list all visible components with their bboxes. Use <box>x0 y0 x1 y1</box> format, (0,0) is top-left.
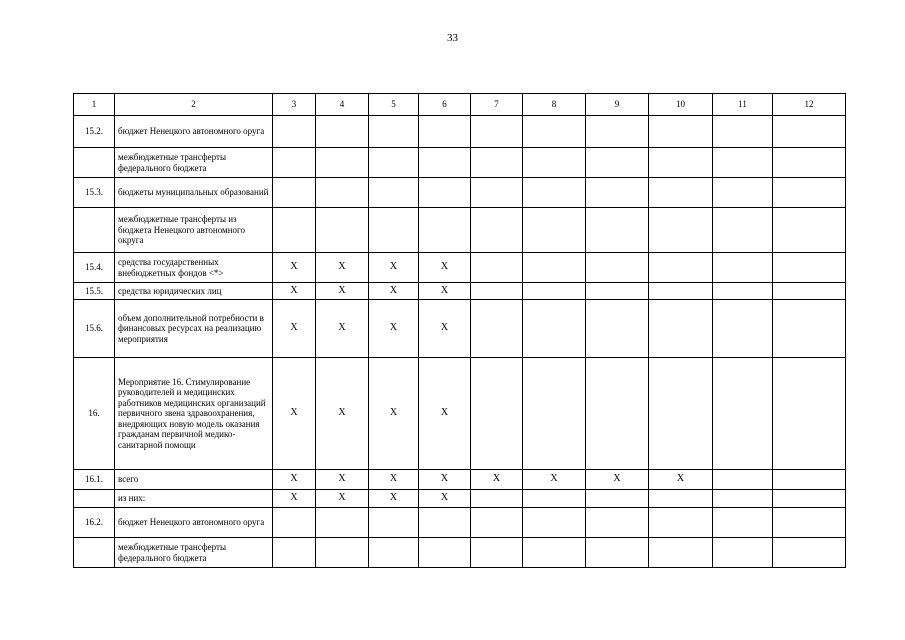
table-row <box>74 208 846 253</box>
table-row <box>74 358 846 470</box>
value-cell <box>713 538 773 568</box>
value-cell: X <box>316 470 369 490</box>
value-cell: X <box>419 300 471 358</box>
value-cell <box>773 178 846 208</box>
value-cell <box>419 178 471 208</box>
row-description: объем дополнительной потребности в финансовых ресурсах на реализацию мероприятия <box>115 300 273 358</box>
value-cell <box>713 178 773 208</box>
value-cell: X <box>273 253 316 283</box>
value-cell <box>773 508 846 538</box>
value-cell: X <box>273 490 316 508</box>
value-cell <box>471 208 523 253</box>
header-cell: 5 <box>369 94 419 116</box>
value-cell <box>273 148 316 178</box>
row-number: 15.4. <box>74 253 115 283</box>
value-cell <box>713 253 773 283</box>
value-cell <box>713 358 773 470</box>
value-cell: X <box>419 358 471 470</box>
value-cell <box>523 178 586 208</box>
value-cell <box>471 178 523 208</box>
value-cell: X <box>369 490 419 508</box>
value-cell: X <box>316 253 369 283</box>
value-cell <box>316 116 369 148</box>
value-cell <box>419 208 471 253</box>
value-cell <box>369 116 419 148</box>
value-cell <box>649 283 713 300</box>
value-cell <box>523 358 586 470</box>
value-cell <box>586 116 649 148</box>
value-cell: X <box>369 300 419 358</box>
value-cell <box>586 300 649 358</box>
row-number: 15.3. <box>74 178 115 208</box>
row-description: бюджеты муниципальных образований <box>115 178 273 208</box>
value-cell <box>523 253 586 283</box>
value-cell: X <box>369 358 419 470</box>
row-number: 16.2. <box>74 508 115 538</box>
value-cell: X <box>419 253 471 283</box>
value-cell <box>713 148 773 178</box>
value-cell <box>649 358 713 470</box>
value-cell <box>649 300 713 358</box>
value-cell <box>523 508 586 538</box>
row-description: из них: <box>115 490 273 508</box>
value-cell <box>523 538 586 568</box>
value-cell <box>419 538 471 568</box>
value-cell <box>649 253 713 283</box>
value-cell <box>369 178 419 208</box>
row-description: средства юридических лиц <box>115 283 273 300</box>
value-cell: X <box>369 283 419 300</box>
value-cell <box>773 300 846 358</box>
value-cell <box>586 508 649 538</box>
value-cell <box>471 508 523 538</box>
header-cell: 3 <box>273 94 316 116</box>
value-cell: X <box>316 358 369 470</box>
value-cell <box>586 208 649 253</box>
value-cell: X <box>419 283 471 300</box>
row-number <box>74 208 115 253</box>
value-cell <box>713 470 773 490</box>
value-cell <box>273 538 316 568</box>
row-number: 16. <box>74 358 115 470</box>
value-cell <box>773 538 846 568</box>
table-row <box>74 253 846 283</box>
row-number <box>74 148 115 178</box>
value-cell <box>273 116 316 148</box>
row-number: 15.6. <box>74 300 115 358</box>
value-cell: X <box>471 470 523 490</box>
header-cell: 6 <box>419 94 471 116</box>
value-cell <box>649 490 713 508</box>
value-cell <box>273 208 316 253</box>
value-cell <box>649 116 713 148</box>
value-cell: X <box>273 300 316 358</box>
value-cell: X <box>316 490 369 508</box>
value-cell <box>649 538 713 568</box>
value-cell: X <box>273 470 316 490</box>
row-description: бюджет Ненецкого автономного оруга <box>115 508 273 538</box>
row-description: межбюджетные трансферты из бюджета Ненецкого автономного округа <box>115 208 273 253</box>
value-cell <box>523 300 586 358</box>
row-description: бюджет Ненецкого автономного оруга <box>115 116 273 148</box>
table-row <box>74 116 846 148</box>
table-row <box>74 300 846 358</box>
row-description: межбюджетные трансферты федерального бюджета <box>115 538 273 568</box>
value-cell <box>649 178 713 208</box>
value-cell: X <box>316 300 369 358</box>
value-cell <box>369 538 419 568</box>
value-cell: X <box>316 283 369 300</box>
value-cell <box>369 508 419 538</box>
value-cell: X <box>273 358 316 470</box>
value-cell <box>713 508 773 538</box>
header-cell: 8 <box>523 94 586 116</box>
value-cell <box>586 283 649 300</box>
value-cell <box>773 253 846 283</box>
value-cell <box>316 148 369 178</box>
header-cell: 4 <box>316 94 369 116</box>
table-row <box>74 283 846 300</box>
value-cell <box>369 148 419 178</box>
value-cell <box>316 208 369 253</box>
header-cell: 9 <box>586 94 649 116</box>
value-cell <box>713 490 773 508</box>
value-cell <box>316 538 369 568</box>
value-cell <box>471 148 523 178</box>
row-description: средства государственных внебюджетных фондов <*> <box>115 253 273 283</box>
value-cell: X <box>523 470 586 490</box>
header-cell: 1 <box>74 94 115 116</box>
value-cell <box>369 208 419 253</box>
value-cell <box>523 283 586 300</box>
row-description: всего <box>115 470 273 490</box>
page-number: 33 <box>447 32 458 44</box>
value-cell <box>586 490 649 508</box>
value-cell <box>316 178 369 208</box>
value-cell <box>773 116 846 148</box>
value-cell <box>273 508 316 538</box>
value-cell <box>419 148 471 178</box>
value-cell <box>471 490 523 508</box>
value-cell: X <box>419 490 471 508</box>
value-cell: X <box>369 253 419 283</box>
value-cell <box>419 508 471 538</box>
value-cell <box>649 208 713 253</box>
value-cell <box>471 358 523 470</box>
table-row <box>74 470 846 490</box>
header-cell: 12 <box>773 94 846 116</box>
value-cell <box>773 490 846 508</box>
value-cell <box>586 253 649 283</box>
value-cell: X <box>586 470 649 490</box>
value-cell <box>471 116 523 148</box>
header-cell: 2 <box>115 94 273 116</box>
value-cell <box>273 178 316 208</box>
data-table <box>73 93 846 568</box>
value-cell: X <box>273 283 316 300</box>
value-cell <box>773 283 846 300</box>
value-cell <box>649 148 713 178</box>
value-cell: X <box>649 470 713 490</box>
header-cell: 10 <box>649 94 713 116</box>
row-number <box>74 538 115 568</box>
value-cell <box>713 116 773 148</box>
value-cell <box>523 490 586 508</box>
row-number: 16.1. <box>74 470 115 490</box>
value-cell <box>586 148 649 178</box>
value-cell <box>471 300 523 358</box>
table-row <box>74 148 846 178</box>
value-cell <box>523 148 586 178</box>
value-cell <box>316 508 369 538</box>
value-cell <box>713 300 773 358</box>
row-description: Мероприятие 16. Стимулирование руководителей и медицинских работников медицинских организаций первичного звена здравоохранения, внедряющих новую модель оказания гражданам первичной медико-санитарной помощи <box>115 358 273 470</box>
row-number: 15.5. <box>74 283 115 300</box>
value-cell <box>773 208 846 253</box>
value-cell <box>773 470 846 490</box>
table-row <box>74 508 846 538</box>
value-cell <box>713 283 773 300</box>
row-description: межбюджетные трансферты федерального бюджета <box>115 148 273 178</box>
value-cell <box>773 358 846 470</box>
value-cell <box>523 116 586 148</box>
header-row <box>74 94 846 116</box>
value-cell <box>471 538 523 568</box>
row-number: 15.2. <box>74 116 115 148</box>
value-cell <box>471 283 523 300</box>
row-number <box>74 490 115 508</box>
table-body <box>74 94 846 568</box>
value-cell <box>586 538 649 568</box>
value-cell: X <box>369 470 419 490</box>
table-row <box>74 178 846 208</box>
header-cell: 11 <box>713 94 773 116</box>
value-cell <box>649 508 713 538</box>
table-row <box>74 538 846 568</box>
value-cell <box>419 116 471 148</box>
header-cell: 7 <box>471 94 523 116</box>
value-cell <box>713 208 773 253</box>
value-cell <box>586 178 649 208</box>
value-cell: X <box>419 470 471 490</box>
value-cell <box>586 358 649 470</box>
value-cell <box>471 253 523 283</box>
value-cell <box>523 208 586 253</box>
value-cell <box>773 148 846 178</box>
table-row <box>74 490 846 508</box>
